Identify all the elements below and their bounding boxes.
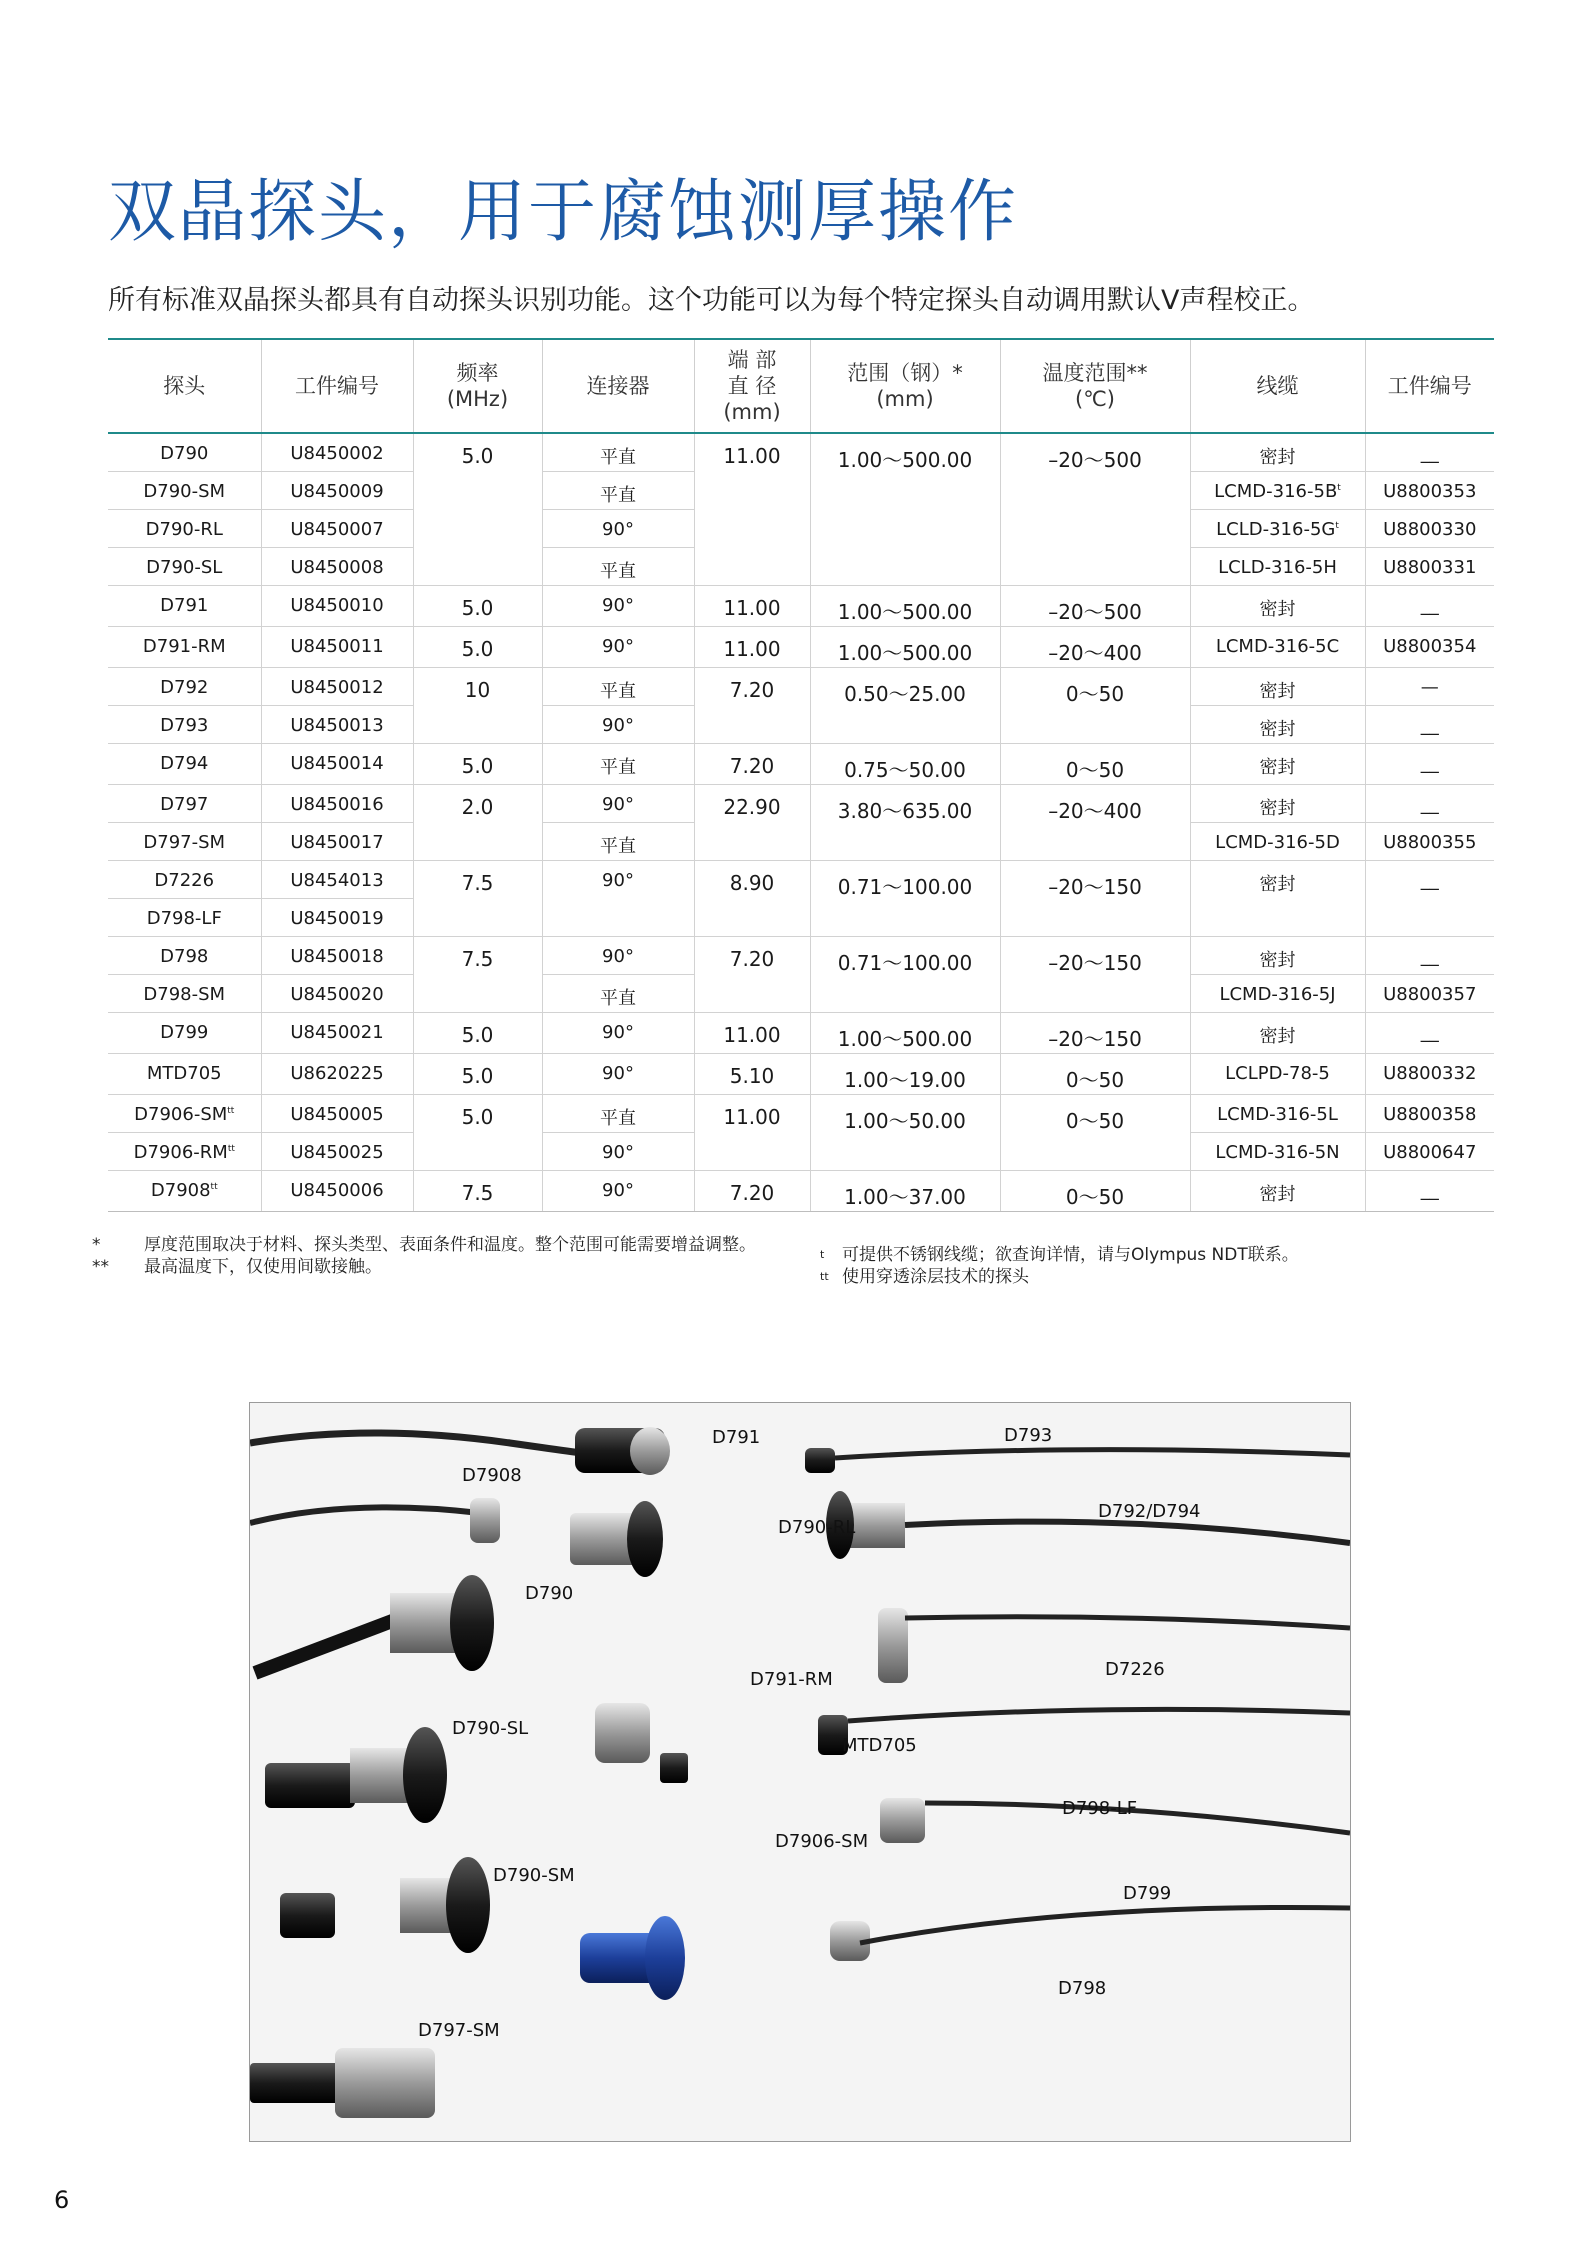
cell: 密封 xyxy=(1190,585,1365,626)
cell: 1.00～50.00 xyxy=(810,1094,1000,1170)
cell: LCLPD-78-5 xyxy=(1190,1053,1365,1094)
footnotes-right xyxy=(820,1244,1480,1288)
cell: 7.5 xyxy=(413,1170,542,1211)
probe-label: D7908 xyxy=(462,1465,522,1486)
cell: 5.0 xyxy=(413,1094,542,1170)
cell: 0.75～50.00 xyxy=(810,743,1000,784)
cell: MTD705 xyxy=(108,1053,261,1094)
footnote-mark: ** xyxy=(92,1257,109,1277)
cell: D797 xyxy=(108,784,261,822)
cell: 0.50～25.00 xyxy=(810,667,1000,743)
cell: LCMD-316-5D xyxy=(1190,822,1365,860)
cell: D790-SM xyxy=(108,471,261,509)
cell: –20～150 xyxy=(1000,860,1190,936)
cell: 7.5 xyxy=(413,860,542,936)
cell: –20～400 xyxy=(1000,784,1190,860)
cell: U8800354 xyxy=(1365,626,1494,667)
header-part-number: 工件编号 xyxy=(261,339,413,433)
cell xyxy=(108,1094,261,1132)
cell: –20～150 xyxy=(1000,1012,1190,1053)
table-row xyxy=(108,1012,1494,1053)
footnote-marker: tt xyxy=(210,1181,218,1192)
cell: 密封 xyxy=(1190,743,1365,784)
table-row xyxy=(108,585,1494,626)
cell: 11.00 xyxy=(694,433,810,585)
cell: 平直 xyxy=(542,471,694,509)
cell: 0～50 xyxy=(1000,1094,1190,1170)
cell: 平直 xyxy=(542,1094,694,1132)
cell: U8450002 xyxy=(261,433,413,471)
probe-face xyxy=(630,1427,670,1475)
header-connector: 连接器 xyxy=(542,339,694,433)
table-row xyxy=(108,743,1494,784)
cell: 7.20 xyxy=(694,743,810,784)
cell: 90° xyxy=(542,784,694,822)
cable xyxy=(925,1803,1350,1833)
cell: 5.0 xyxy=(413,585,542,626)
cable xyxy=(860,1907,1350,1943)
cell: D7226 xyxy=(108,860,261,898)
header-temperature-text: 温度范围** (℃) xyxy=(1042,361,1148,411)
table-row xyxy=(108,667,1494,705)
probe-body xyxy=(805,1448,835,1473)
probe-label: D7906-SM xyxy=(775,1831,869,1852)
table-row xyxy=(108,626,1494,667)
cable xyxy=(250,1507,480,1523)
probe-face xyxy=(446,1857,490,1953)
cell: D798 xyxy=(108,936,261,974)
probe-body xyxy=(280,1893,335,1938)
cell: 5.0 xyxy=(413,626,542,667)
cell: D791 xyxy=(108,585,261,626)
probe-spec-table xyxy=(108,338,1494,1212)
cell: 1.00～500.00 xyxy=(810,433,1000,585)
footnote-marker: tt xyxy=(227,1143,235,1154)
cell: 11.00 xyxy=(694,1094,810,1170)
cell: U8800355 xyxy=(1365,822,1494,860)
probe-body xyxy=(335,2048,435,2118)
probe-label: D793 xyxy=(1004,1425,1053,1446)
cell: 1.00～500.00 xyxy=(810,585,1000,626)
probe-label: D790-SM xyxy=(493,1865,575,1886)
probe-body xyxy=(470,1498,500,1543)
cell: U8800357 xyxy=(1365,974,1494,1012)
cell: D798-SM xyxy=(108,974,261,1012)
footnote-marker: t xyxy=(1335,520,1339,531)
cell-text: D7906-RM xyxy=(133,1141,228,1163)
table-row xyxy=(108,784,1494,822)
cable xyxy=(835,1450,1350,1458)
cell: 3.80～635.00 xyxy=(810,784,1000,860)
cell: 0～50 xyxy=(1000,1170,1190,1211)
cell: 90° xyxy=(542,509,694,547)
cell: 7.20 xyxy=(694,1170,810,1211)
footnote-marker: t xyxy=(1337,482,1341,493)
cell xyxy=(108,1170,261,1211)
cell: — xyxy=(1365,667,1494,705)
footnote-text: 厚度范围取决于材料、探头类型、表面条件和温度。整个范围可能需要增益调整。 xyxy=(144,1235,756,1255)
table-row xyxy=(108,433,1494,471)
cable xyxy=(255,1618,400,1673)
cell: 平直 xyxy=(542,547,694,585)
cell: D793 xyxy=(108,705,261,743)
cell: 平直 xyxy=(542,743,694,784)
cell: 10 xyxy=(413,667,542,743)
cell: 11.00 xyxy=(694,585,810,626)
cell: –20～500 xyxy=(1000,433,1190,585)
table-row xyxy=(108,1094,1494,1132)
cell: 0～50 xyxy=(1000,743,1190,784)
probe-label: D7226 xyxy=(1105,1659,1165,1680)
footnote-mark: * xyxy=(92,1235,101,1255)
cell: U8450013 xyxy=(261,705,413,743)
cell: U8450007 xyxy=(261,509,413,547)
probe-label: D790-SL xyxy=(452,1718,529,1739)
header-range-text: 范围（钢）* (mm) xyxy=(847,361,963,411)
header-cable-part-number: 工件编号 xyxy=(1365,339,1494,433)
cell: __ xyxy=(1365,433,1494,471)
cell: U8450014 xyxy=(261,743,413,784)
cell: __ xyxy=(1365,705,1494,743)
cell: U8450018 xyxy=(261,936,413,974)
cell: 90° xyxy=(542,860,694,936)
probe-label: D797-SM xyxy=(418,2020,500,2041)
table-row xyxy=(108,1053,1494,1094)
footnote-text: 使用穿透涂层技术的探头 xyxy=(842,1267,1029,1287)
cell: 1.00～37.00 xyxy=(810,1170,1000,1211)
footnote xyxy=(92,1256,798,1278)
cell: __ xyxy=(1365,743,1494,784)
cell: 5.0 xyxy=(413,433,542,585)
probe-body xyxy=(880,1798,925,1843)
cell: 5.10 xyxy=(694,1053,810,1094)
cell: U8800330 xyxy=(1365,509,1494,547)
header-frequency xyxy=(413,339,542,433)
cell: D790-SL xyxy=(108,547,261,585)
probe-label: D798-LF xyxy=(1062,1798,1138,1819)
cell: –20～400 xyxy=(1000,626,1190,667)
cell: __ xyxy=(1365,1012,1494,1053)
probe-label: D791 xyxy=(712,1427,761,1448)
cell: 1.00～500.00 xyxy=(810,1012,1000,1053)
cell: D798-LF xyxy=(108,898,261,936)
cell: U8800332 xyxy=(1365,1053,1494,1094)
cell: 11.00 xyxy=(694,1012,810,1053)
probe-label: D791-RM xyxy=(750,1669,833,1690)
cell: __ xyxy=(1365,585,1494,626)
cell: 90° xyxy=(542,626,694,667)
cell: 5.0 xyxy=(413,743,542,784)
cell: 平直 xyxy=(542,433,694,471)
header-cable: 线缆 xyxy=(1190,339,1365,433)
footnote-mark: tt xyxy=(820,1270,829,1283)
page-number: 6 xyxy=(54,2186,70,2214)
cell: U8450005 xyxy=(261,1094,413,1132)
cell: 8.90 xyxy=(694,860,810,936)
probe-label: D799 xyxy=(1123,1883,1172,1904)
cell: 0.71～100.00 xyxy=(810,936,1000,1012)
probe-label: D790-RL xyxy=(778,1517,856,1538)
table-header-row xyxy=(108,339,1494,433)
cell: LCMD-316-5N xyxy=(1190,1132,1365,1170)
cell: 密封 xyxy=(1190,784,1365,822)
footnotes-left xyxy=(92,1234,798,1278)
footnote xyxy=(820,1244,1480,1266)
cell xyxy=(108,1132,261,1170)
probe-face xyxy=(627,1501,663,1577)
cell: U8620225 xyxy=(261,1053,413,1094)
cell: 1.00～19.00 xyxy=(810,1053,1000,1094)
cell: 5.0 xyxy=(413,1053,542,1094)
cell-text: D7908 xyxy=(150,1179,211,1201)
cell: __ xyxy=(1365,784,1494,822)
probe-body xyxy=(660,1753,688,1783)
cell: D791-RM xyxy=(108,626,261,667)
header-probe: 探头 xyxy=(108,339,261,433)
cell: U8450008 xyxy=(261,547,413,585)
page-title: 双晶探头，用于腐蚀测厚操作 xyxy=(108,173,1019,252)
cell: __ xyxy=(1365,936,1494,974)
cell: U8800358 xyxy=(1365,1094,1494,1132)
cell: LCMD-316-5L xyxy=(1190,1094,1365,1132)
table-row xyxy=(108,936,1494,974)
cell: –20～150 xyxy=(1000,936,1190,1012)
cell: 密封 xyxy=(1190,1012,1365,1053)
cell: 密封 xyxy=(1190,705,1365,743)
cell: __ xyxy=(1365,860,1494,936)
probe-photo xyxy=(249,1402,1351,2142)
probe-face xyxy=(645,1916,685,2000)
probe-label: D790 xyxy=(525,1583,574,1604)
cell: 90° xyxy=(542,1012,694,1053)
cell: 90° xyxy=(542,1053,694,1094)
cell xyxy=(1190,509,1365,547)
cell: U8454013 xyxy=(261,860,413,898)
header-tip-diameter xyxy=(694,339,810,433)
footnote-mark: t xyxy=(820,1248,825,1261)
cell-text: LCMD-316-5B xyxy=(1214,480,1338,502)
cell: 11.00 xyxy=(694,626,810,667)
cable xyxy=(848,1709,1350,1721)
probe-face xyxy=(450,1575,494,1671)
cell: 平直 xyxy=(542,822,694,860)
cell: D790-RL xyxy=(108,509,261,547)
cell: U8800647 xyxy=(1365,1132,1494,1170)
cell: D792 xyxy=(108,667,261,705)
header-tip-diameter-text: 端 部 直 径 (mm) xyxy=(723,348,781,424)
probe-label: MTD705 xyxy=(842,1735,917,1756)
cell: 平直 xyxy=(542,667,694,705)
cell: U8450021 xyxy=(261,1012,413,1053)
cell: 平直 xyxy=(542,974,694,1012)
cell: U8450017 xyxy=(261,822,413,860)
probe-label: D792/D794 xyxy=(1098,1501,1201,1522)
cell: U8450025 xyxy=(261,1132,413,1170)
cell: U8450016 xyxy=(261,784,413,822)
cell: –20～500 xyxy=(1000,585,1190,626)
cell: LCMD-316-5C xyxy=(1190,626,1365,667)
footnote xyxy=(92,1234,798,1256)
cell: 密封 xyxy=(1190,667,1365,705)
cell: 密封 xyxy=(1190,860,1365,936)
cell-text: LCLD-316-5G xyxy=(1216,518,1336,540)
cell: U8450011 xyxy=(261,626,413,667)
footnote-text: 可提供不锈钢线缆；欲查询详情，请与Olympus NDT联系。 xyxy=(842,1245,1299,1265)
table-row xyxy=(108,1170,1494,1211)
cable xyxy=(905,1617,1350,1628)
cable xyxy=(250,1433,603,1456)
footnote-marker: tt xyxy=(227,1105,235,1116)
probe-body xyxy=(250,2063,340,2103)
cell: D799 xyxy=(108,1012,261,1053)
header-temperature xyxy=(1000,339,1190,433)
header-frequency-text: 频率 (MHz) xyxy=(446,361,509,411)
cell: __ xyxy=(1365,1170,1494,1211)
cell: 0～50 xyxy=(1000,667,1190,743)
cell: 90° xyxy=(542,936,694,974)
cell: U8450020 xyxy=(261,974,413,1012)
cell: 7.20 xyxy=(694,667,810,743)
cell: 密封 xyxy=(1190,1170,1365,1211)
cell: U8450009 xyxy=(261,471,413,509)
probe-body xyxy=(265,1763,355,1808)
cell: 90° xyxy=(542,705,694,743)
cell: 5.0 xyxy=(413,1012,542,1053)
cell-text: D7906-SM xyxy=(134,1103,228,1125)
cell: U8450010 xyxy=(261,585,413,626)
cell: 0～50 xyxy=(1000,1053,1190,1094)
header-range xyxy=(810,339,1000,433)
intro-text: 所有标准双晶探头都具有自动探头识别功能。这个功能可以为每个特定探头自动调用默认V声程校正。 xyxy=(108,285,1315,316)
cell: U8450006 xyxy=(261,1170,413,1211)
cell: 密封 xyxy=(1190,936,1365,974)
cell: U8450012 xyxy=(261,667,413,705)
cell: 2.0 xyxy=(413,784,542,860)
cell: D790 xyxy=(108,433,261,471)
probe-label: D798 xyxy=(1058,1978,1107,1999)
cell: LCLD-316-5H xyxy=(1190,547,1365,585)
cell: U8450019 xyxy=(261,898,413,936)
probe-body xyxy=(878,1608,908,1683)
cell: LCMD-316-5J xyxy=(1190,974,1365,1012)
cell: 22.90 xyxy=(694,784,810,860)
footnote-text: 最高温度下，仅使用间歇接触。 xyxy=(144,1257,382,1277)
cell: D794 xyxy=(108,743,261,784)
cell xyxy=(1190,471,1365,509)
cell: 7.5 xyxy=(413,936,542,1012)
table-row xyxy=(108,860,1494,898)
cell: 90° xyxy=(542,1170,694,1211)
cell: D797-SM xyxy=(108,822,261,860)
probe-body xyxy=(595,1703,650,1763)
cell: 7.20 xyxy=(694,936,810,1012)
cell: 密封 xyxy=(1190,433,1365,471)
cell: U8800353 xyxy=(1365,471,1494,509)
cable xyxy=(905,1522,1350,1543)
probe-face xyxy=(403,1727,447,1823)
cell: 1.00～500.00 xyxy=(810,626,1000,667)
cell: U8800331 xyxy=(1365,547,1494,585)
cell: 90° xyxy=(542,585,694,626)
cell: 0.71～100.00 xyxy=(810,860,1000,936)
cell: 90° xyxy=(542,1132,694,1170)
footnote xyxy=(820,1266,1480,1288)
